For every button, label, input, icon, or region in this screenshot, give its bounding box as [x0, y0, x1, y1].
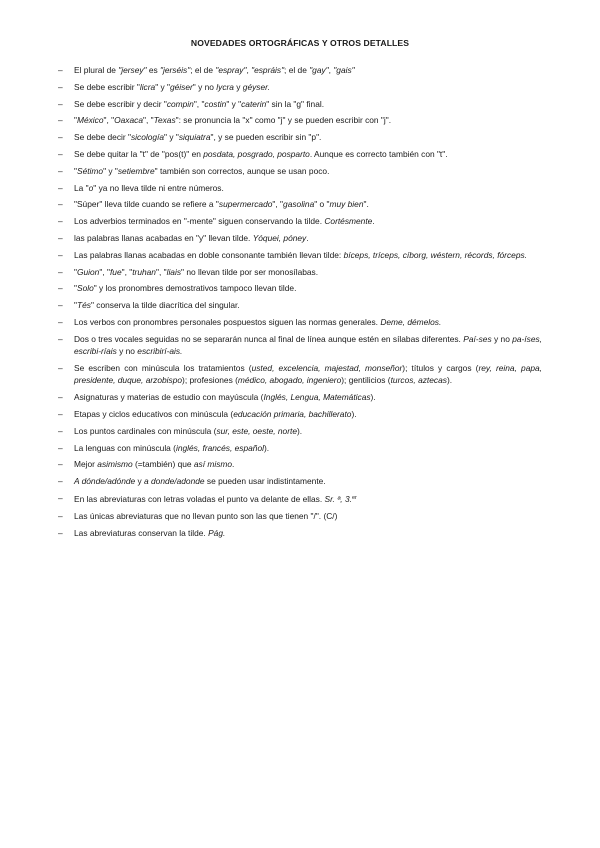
rule-text: "jersey" [118, 65, 147, 75]
dash-bullet: – [58, 266, 63, 277]
dash-bullet: – [58, 199, 63, 210]
rule-text: " conserva la tilde diacrítica del singular. [90, 300, 240, 311]
rule-text: Se debe decir " [74, 132, 131, 143]
dash-bullet: – [58, 392, 63, 403]
rule-text: ). [263, 442, 270, 453]
rule-text: " o " [314, 199, 330, 210]
rule-text: ", " [143, 115, 154, 126]
rule-text: "Súper" lleva tilde cuando se refiere a " [74, 199, 219, 210]
rule-text: caterin [241, 98, 267, 109]
dash-bullet: – [58, 527, 63, 538]
rule-text: gasolina [283, 199, 315, 210]
rule-text: ": se pronuncia la "x" como "j" y se pueden escribir con "j". [175, 115, 392, 126]
rule-text: Los adverbios terminados en "-mente" siguen conservando la tilde. [74, 216, 325, 227]
rule-text: Dos o tres vocales seguidas no se separarán nunca al final de línea aunque estén en sílabas diferentes. [74, 333, 464, 344]
rule-text: A dónde/adónde [74, 476, 136, 487]
rule-text: . [372, 216, 375, 227]
dash-bullet: – [58, 216, 63, 227]
rule-text: " [74, 300, 77, 311]
rule-text: y [233, 81, 243, 92]
rule-item [58, 458, 542, 470]
dash-bullet: – [58, 249, 63, 260]
rule-text: sicología [130, 132, 165, 143]
rule-text: Cortésmente [324, 216, 373, 227]
rule-text: posdata, posgrado, posparto [203, 148, 310, 159]
rule-item [58, 475, 542, 487]
rule-text: ", y se pueden escribir sin "p". [210, 132, 322, 143]
rule-text: médico, abogado, ingeniero [237, 375, 342, 386]
rule-item [58, 527, 542, 539]
rule-text: " [74, 266, 77, 277]
rule-text: truhan [132, 266, 156, 277]
rule-item [58, 249, 542, 261]
rule-text: Sr. ª, 3. [324, 493, 352, 504]
rule-text: . Aunque es correcto también con "t". [309, 148, 448, 159]
rule-text: o [88, 182, 94, 193]
dash-bullet: – [58, 510, 63, 521]
rule-text: " y " [164, 132, 179, 143]
rule-text: (=también) que [132, 459, 194, 470]
rule-item [58, 114, 542, 126]
rule-text: " [74, 115, 77, 126]
rule-item [58, 232, 542, 244]
rule-text: " sin la "g" final. [266, 98, 325, 109]
rule-text: En las abreviaturas con letras voladas el punto va delante de ellas. [74, 493, 325, 504]
rule-text: " y no [192, 81, 217, 92]
rule-text: Se debe escribir " [74, 81, 140, 92]
rule-text: a donde/adonde [144, 476, 205, 487]
rule-text: usted, excelencia, majestad, monseñor [251, 362, 403, 373]
rule-text: géiser [169, 81, 193, 92]
rule-item [58, 391, 542, 403]
rule-text: Asignaturas y materias de estudio con mayúscula ( [74, 392, 264, 403]
dash-bullet: – [58, 316, 63, 327]
rule-text: Las únicas abreviaturas que no llevan punto son las que tienen "/". (C/) [74, 510, 338, 521]
document-title: NOVEDADES ORTOGRÁFICAS Y OTROS DETALLES [190, 38, 410, 48]
rule-text: bíceps, tríceps, cíborg, wéstern, récords, fórceps. [343, 249, 527, 260]
rule-text: Texas [153, 115, 176, 126]
rule-text: " también son correctos, aunque se usan poco. [154, 165, 330, 176]
rule-item [58, 408, 542, 420]
dash-bullet: – [58, 115, 63, 126]
rule-item [58, 282, 542, 294]
rule-text: " [74, 165, 77, 176]
rule-text: . [306, 232, 309, 243]
rule-text: , [246, 65, 252, 75]
rule-item [58, 98, 542, 110]
rule-text: ", " [99, 266, 110, 277]
rule-text: así mismo [193, 459, 233, 470]
dash-bullet: – [58, 459, 63, 470]
dash-bullet: – [58, 132, 63, 143]
rule-text: fue [109, 266, 122, 277]
dash-bullet: – [58, 476, 63, 487]
rule-item [58, 266, 542, 278]
rule-text: licra [139, 81, 156, 92]
dash-bullet: – [58, 148, 63, 159]
rule-item [58, 148, 542, 160]
rule-item [58, 316, 542, 328]
rule-text: ", " [155, 266, 167, 277]
rule-item [58, 442, 542, 454]
rule-text: "espray" [215, 65, 247, 75]
rule-item [58, 81, 542, 93]
rule-text: " y " [155, 81, 170, 92]
rule-text: " y " [103, 165, 118, 176]
rule-text: ); títulos y cargos ( [402, 362, 479, 373]
rule-text: compin [166, 98, 194, 109]
rule-text: costin [204, 98, 227, 109]
rule-text: Guion [76, 266, 100, 277]
rule-text: Mejor [74, 459, 98, 470]
rule-text: escribirí-ais. [137, 346, 183, 357]
rule-text: setiembre [117, 165, 155, 176]
dash-bullet: – [58, 98, 63, 109]
rule-text: supermercado [218, 199, 273, 210]
dash-bullet: – [58, 81, 63, 92]
rule-text: ). [370, 392, 376, 403]
rule-text: y no [491, 333, 513, 344]
rule-item [58, 425, 542, 437]
rule-text: ", " [272, 199, 284, 210]
rule-text: muy bien [329, 199, 364, 210]
rule-item [58, 492, 542, 505]
rule-text: ", " [103, 115, 115, 126]
rule-text: Oaxaca [114, 115, 143, 126]
rule-text: lycra [216, 81, 234, 92]
rule-item [58, 215, 542, 227]
rule-text: y [135, 476, 145, 487]
rule-item [58, 362, 542, 387]
dash-bullet: – [58, 442, 63, 453]
rule-item [58, 131, 542, 143]
rule-text: " y los pronombres demostrativos tampoco llevan tilde. [93, 283, 297, 294]
rule-text: "gais" [333, 65, 355, 75]
rule-text: . [232, 459, 235, 470]
rule-text: liais [166, 266, 182, 277]
rule-text: Tés [76, 300, 91, 311]
rule-text: ". [363, 199, 369, 210]
rules-list [58, 64, 542, 543]
rule-text: Las abreviaturas conservan la tilde. [74, 527, 209, 538]
dash-bullet: – [58, 362, 63, 373]
dash-bullet: – [58, 333, 63, 344]
dash-bullet: – [58, 165, 63, 176]
rule-text: inglés, francés, español [175, 442, 264, 453]
rule-text: Solo [76, 283, 94, 294]
rule-text: Yóquei, póney [252, 232, 307, 243]
rule-text: Se debe quitar la "t" de "pos(t)" en [74, 148, 204, 159]
rule-text: Inglés, Lengua, Matemáticas [263, 392, 371, 403]
rule-text: pa-íses, escribi-ríais [74, 333, 542, 357]
rule-text: Sétimo [76, 165, 104, 176]
rule-text: Paí-ses [463, 333, 492, 344]
rule-text: La lenguas con minúscula ( [74, 442, 176, 453]
rule-text: las palabras llanas acabadas en "y" llevan tilde. [74, 232, 253, 243]
rule-text: siquiatra [178, 132, 211, 143]
rule-text: " [74, 283, 77, 294]
rule-text: "espráis" [251, 65, 285, 75]
rule-text: se pueden usar indistintamente. [204, 476, 326, 487]
dash-bullet: – [58, 65, 63, 75]
rule-text: educación primaria, bachillerato [233, 408, 352, 419]
rule-text: ); gentilicios ( [341, 375, 391, 386]
rule-text: Se debe escribir y decir " [74, 98, 167, 109]
rule-text: er [351, 494, 357, 501]
rule-text: Deme, démelos. [380, 316, 442, 327]
rule-text: El plural de [74, 65, 119, 75]
dash-bullet: – [58, 300, 63, 311]
rule-text: Los puntos cardinales con minúscula ( [74, 425, 217, 436]
rule-text: "gay" [309, 65, 329, 75]
rule-text: Las palabras llanas acabadas en doble consonante también llevan tilde: [74, 249, 344, 260]
rule-text: ; el de [190, 65, 216, 75]
rule-text: Etapas y ciclos educativos con minúscula ( [74, 408, 234, 419]
rule-item [58, 182, 542, 194]
rule-text: " no llevan tilde por ser monosílabas. [181, 266, 319, 277]
rule-text: ). [351, 408, 357, 419]
rule-text: Se escriben con minúscula los tratamientos ( [74, 362, 252, 373]
rule-text: ", " [121, 266, 133, 277]
rule-text: "jerséis" [160, 65, 191, 75]
rule-text: La " [74, 182, 89, 193]
rule-text: y no [116, 346, 138, 357]
dash-bullet: – [58, 408, 63, 419]
rule-text: ); profesiones ( [182, 375, 238, 386]
rule-text: Los verbos con pronombres personales pospuestos siguen las normas generales. [74, 316, 381, 327]
rule-text: " ya no lleva tilde ni entre números. [93, 182, 224, 193]
rule-text: Pág. [208, 527, 226, 538]
rule-text: México [76, 115, 104, 126]
rule-text: ", " [193, 98, 205, 109]
rule-text: " y " [226, 98, 242, 109]
rule-item [58, 64, 542, 76]
dash-bullet: – [58, 182, 63, 193]
rule-text: ; el de [284, 65, 310, 75]
rule-text: es [146, 65, 161, 75]
rule-text: turcos, aztecas [390, 375, 447, 386]
dash-bullet: – [58, 492, 63, 503]
rule-item [58, 333, 542, 358]
dash-bullet: – [58, 283, 63, 294]
rule-text: sur, este, oeste, norte [216, 425, 297, 436]
rule-text: , [328, 65, 334, 75]
rule-text: rey, reina, papa, presidente, duque, arzobispo [74, 362, 543, 386]
rule-item [58, 510, 542, 522]
rule-text: géyser. [242, 81, 270, 92]
dash-bullet: – [58, 232, 63, 243]
rule-text: asimismo [97, 459, 133, 470]
rule-text: ). [297, 425, 303, 436]
dash-bullet: – [58, 425, 63, 436]
rule-item [58, 198, 542, 210]
rule-item [58, 165, 542, 177]
rule-text: ). [446, 375, 453, 386]
rule-item [58, 299, 542, 311]
